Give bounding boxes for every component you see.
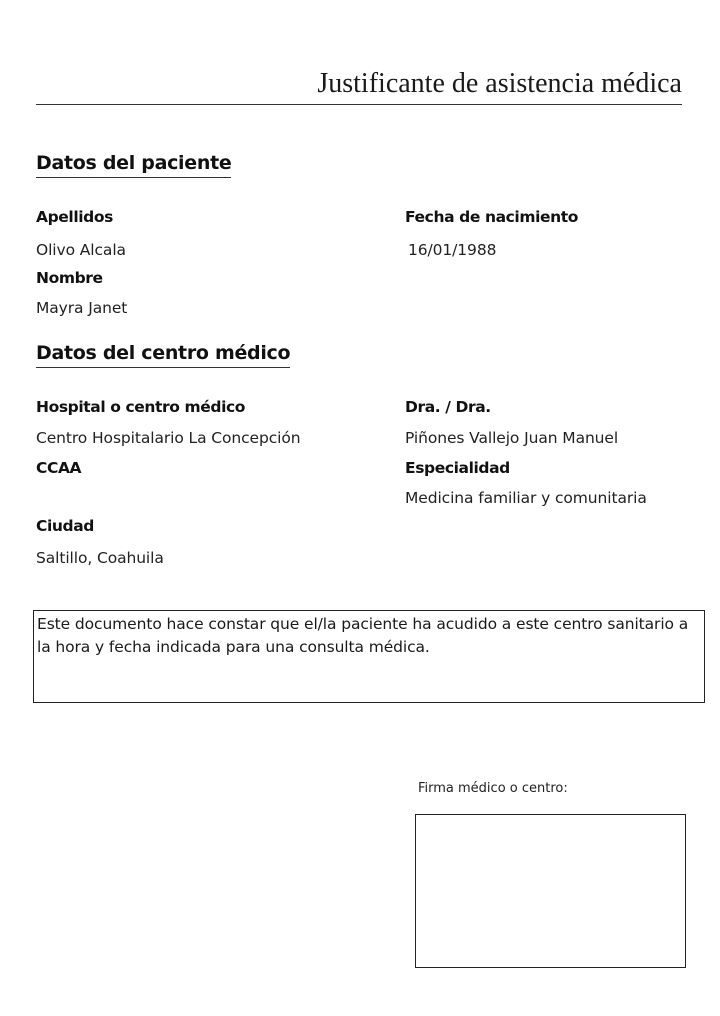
birthdate-value: 16/01/1988 (408, 241, 497, 259)
attendance-statement-box (33, 610, 705, 703)
doctor-label: Dra. / Dra. (405, 398, 491, 416)
surname-label: Apellidos (36, 208, 113, 226)
doctor-value: Piñones Vallejo Juan Manuel (405, 429, 619, 447)
signature-label: Firma médico o centro: (418, 781, 568, 796)
hospital-label: Hospital o centro médico (36, 398, 246, 416)
title-divider (36, 104, 682, 105)
specialty-value: Medicina familiar y comunitaria (405, 489, 647, 507)
hospital-value: Centro Hospitalario La Concepción (36, 429, 301, 447)
city-value: Saltillo, Coahuila (36, 549, 164, 567)
city-label: Ciudad (36, 517, 94, 535)
specialty-label: Especialidad (405, 459, 510, 477)
center-section-heading: Datos del centro médico (36, 341, 290, 368)
document-title: Justificante de asistencia médica (317, 68, 682, 99)
attendance-statement-text: Este documento hace constar que el/la paciente ha acudido a este centro sanitario a la hora y fecha indicada para una consulta médica. (37, 615, 689, 656)
signature-box (415, 814, 686, 968)
surname-value: Olivo Alcala (36, 241, 126, 259)
ccaa-label: CCAA (36, 459, 82, 477)
name-value: Mayra Janet (36, 299, 128, 317)
birthdate-label: Fecha de nacimiento (405, 208, 579, 226)
patient-section-heading: Datos del paciente (36, 151, 231, 178)
name-label: Nombre (36, 269, 103, 287)
